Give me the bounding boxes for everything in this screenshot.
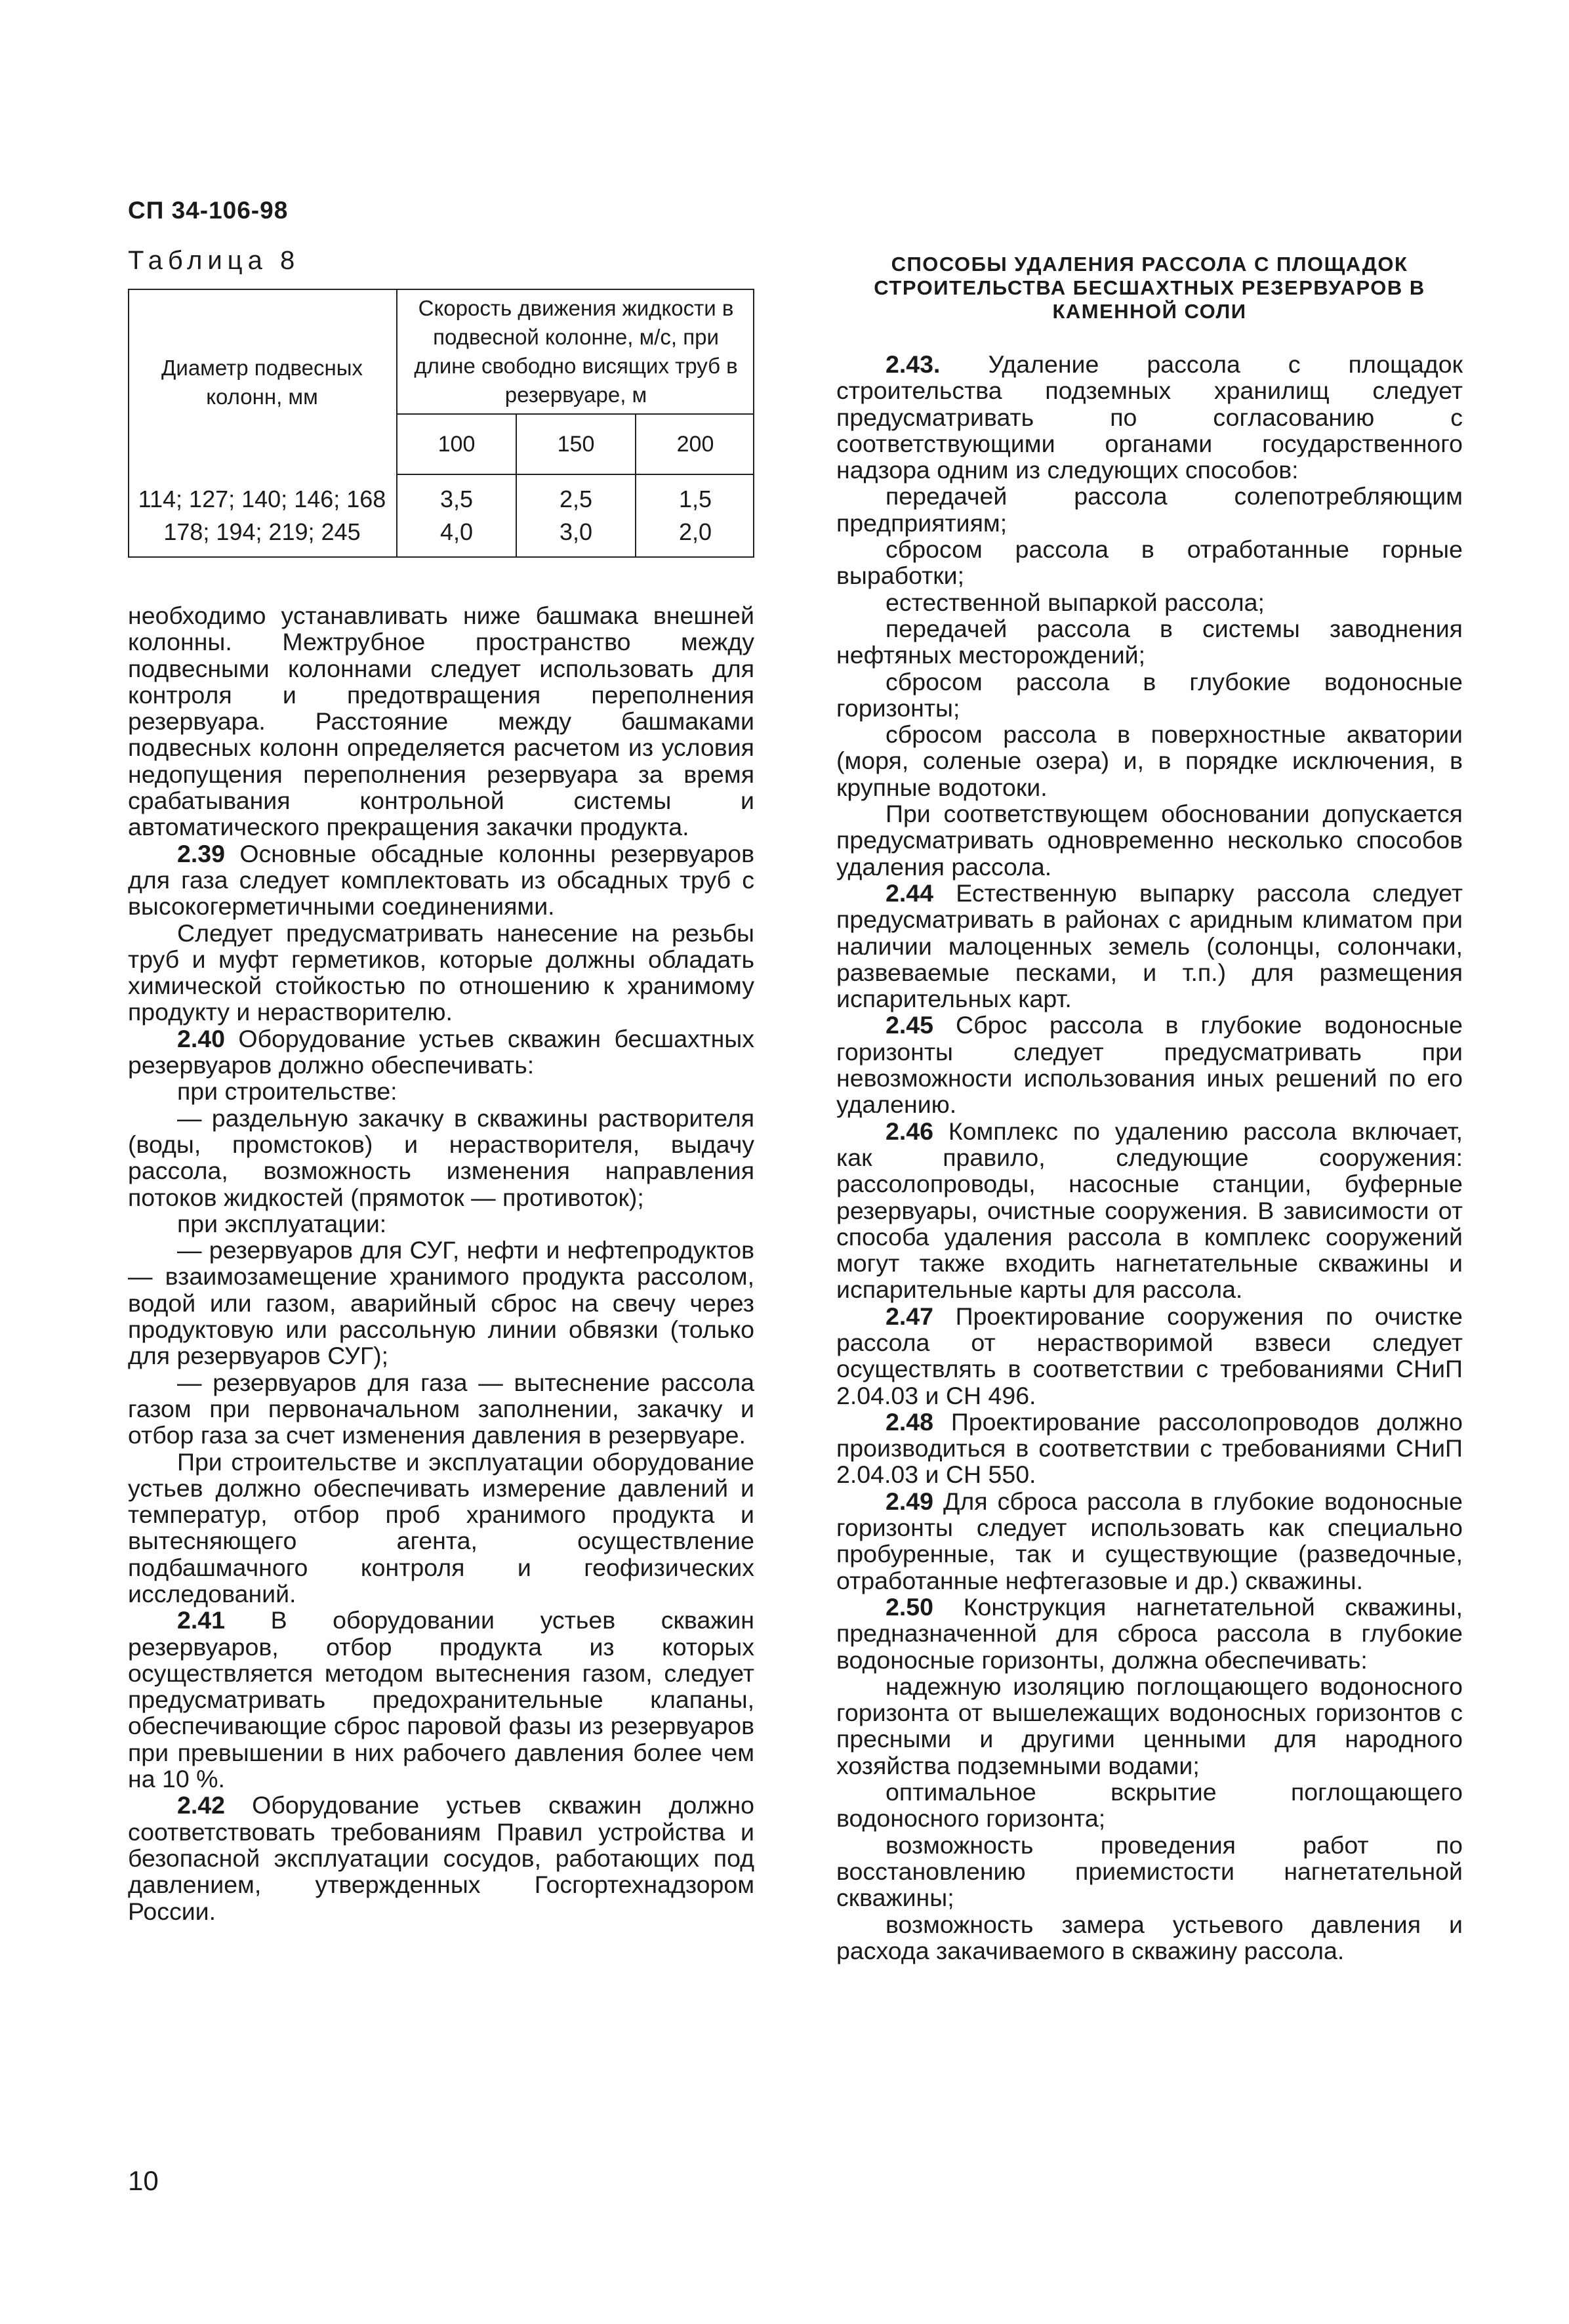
- clause-number: 2.43.: [886, 350, 941, 378]
- clause-text: Естественную выпарку рассола следует предусматривать в районах с аридным климатом при наличии малоценных земель (солонцы, солончаки, развеваемые песками, и т.п.) для размещения испарительных карт.: [836, 879, 1463, 1013]
- table-pipe-speed: [128, 289, 754, 558]
- cell-speed: 2,5: [559, 486, 593, 512]
- header-diameter: Диаметр подвесных колонн, мм: [128, 289, 397, 474]
- cell-speed: 4,0: [439, 518, 474, 545]
- list-item: — раздельную закачку в скважины растворителя (воды, промстоков) и нерастворителя, выдачу рассола, возможность изменения направления потоков жидкостей (прямоток — противоток);: [128, 1104, 754, 1211]
- table-border-left: [128, 289, 129, 556]
- list-item: — резервуаров для СУГ, нефти и нефтепродуктов — взаимозамещение хранимого продукта рассолом, водой или газом, аварийный сброс на свечу через продуктовую или рассольную линии обвязки (только для резервуаров СУГ);: [128, 1236, 754, 1370]
- clause-text: Конструкция нагнетательной скважины, предназначенной для сброса рассола в глубокие водоносные горизонты, должна обеспечивать:: [836, 1592, 1463, 1674]
- paragraph: При строительстве и эксплуатации оборудование устьев должно обеспечивать измерение давлений и температур, отбор проб хранимого продукта и вытесняющего агента, осуществление подбашмачного контроля и геофизических исследований.: [128, 1447, 754, 1608]
- cell-diameter: 178; 194; 219; 245: [163, 518, 361, 545]
- header-speed: Скорость движения жидкости в подвесной колонне, м/с, при длине свободно висящих труб в резервуаре, м: [397, 289, 754, 414]
- clause-number: 2.47: [886, 1302, 933, 1330]
- cell-speed: 3,5: [439, 486, 474, 512]
- list-item: передачей рассола в системы заводнения нефтяных месторождений;: [836, 614, 1463, 669]
- clause-number: 2.40: [177, 1024, 225, 1052]
- clause-2-47: [836, 1303, 1463, 1409]
- clause-text: Удаление рассола с площадок строительства подземных хранилищ следует предусматривать по согласованию с соответствующими органами государственного надзора одним из следующих способов:: [836, 350, 1463, 484]
- list-item: возможность проведения работ по восстановлению приемистости нагнетательной скважины;: [836, 1831, 1463, 1912]
- paragraph-intro: необходимо устанавливать ниже башмака внешней колонны. Межтрубное пространство между подвесными колоннами следует использовать для контроля и предотвращения переполнения резервуара. Расстояние между башмаками подвесных колонн определяется расчетом из условия недопущения переполнения резервуара за время срабатывания контрольной системы и автоматического прекращения закачки продукта.: [128, 602, 754, 841]
- document-code: СП 34-106-98: [128, 197, 289, 224]
- clause-text: Комплекс по удалению рассола включает, как правило, следующие сооружения: рассолопроводы, насосные станции, буферные резервуары, очистные сооружения. В зависимости от способа удаления рассола в комплекс сооружений могут также входить нагнетательные скважины и испарительные карты для рассола.: [836, 1117, 1463, 1304]
- right-column: [836, 351, 1463, 1964]
- table-border-right: [753, 289, 754, 556]
- cell-diameter: 114; 127; 140; 146; 168: [138, 485, 386, 512]
- clause-number: 2.44: [886, 879, 933, 907]
- clause-text: Для сброса рассола в глубокие водоносные горизонты следует использовать как специально пробуренные, так и существующие (разведочные, отработанные нефтегазовые и др.) скважины.: [836, 1487, 1463, 1594]
- list-item: возможность замера устьевого давления и расхода закачиваемого в скважину рассола.: [836, 1910, 1463, 1964]
- header-length-150: 150: [516, 414, 636, 474]
- clause-2-41: [128, 1607, 754, 1792]
- clause-2-45: [836, 1012, 1463, 1117]
- clause-2-39: [128, 840, 754, 920]
- paragraph: При соответствующем обосновании допускается предусматривать одновременно несколько способов удаления рассола.: [836, 800, 1463, 881]
- clause-number: 2.41: [177, 1606, 225, 1634]
- left-column: [128, 602, 754, 1924]
- paragraph: при эксплуатации:: [177, 1209, 387, 1237]
- section-title: СПОСОБЫ УДАЛЕНИЯ РАССОЛА С ПЛОЩАДОК СТРОИТЕЛЬСТВА БЕСШАХТНЫХ РЕЗЕРВУАРОВ В КАМЕННОЙ СОЛИ: [874, 253, 1425, 323]
- list-item: сбросом рассола в поверхностные акватории (моря, соленые озера) и, в порядке исключения, в крупные водотоки.: [836, 720, 1463, 801]
- clause-2-42: [128, 1792, 754, 1924]
- list-item: передачей рассола солепотребляющим предприятиям;: [836, 482, 1463, 537]
- header-length-100: 100: [397, 414, 516, 474]
- clause-2-48: [836, 1409, 1463, 1488]
- clause-number: 2.50: [886, 1592, 933, 1621]
- table-body: [128, 474, 754, 557]
- list-item: надежную изоляцию поглощающего водоносного горизонта от вышележащих водоносных горизонтов с пресными и другими ценными для народного хозяйства подземными водами;: [836, 1672, 1463, 1779]
- clause-number: 2.48: [886, 1407, 933, 1436]
- page-number: 10: [128, 2165, 159, 2196]
- list-item: сбросом рассола в отработанные горные выработки;: [836, 535, 1463, 590]
- clause-text: Оборудование устьев скважин бесшахтных резервуаров должно обеспечивать:: [128, 1024, 754, 1079]
- list-item: оптимальное вскрытие поглощающего водоносного горизонта;: [836, 1778, 1463, 1833]
- paragraph: при строительстве:: [177, 1077, 397, 1106]
- clause-text: Проектирование рассолопроводов должно производиться в соответствии с требованиями СНиП 2.04.03 и СН 550.: [836, 1407, 1463, 1489]
- clause-2-50: [836, 1594, 1463, 1673]
- list-item: — резервуаров для газа — вытеснение рассола газом при первоначальном заполнении, закачку и отбор газа за счет изменения давления в резервуаре.: [128, 1368, 754, 1449]
- list-item: естественной выпаркой рассола;: [886, 588, 1265, 616]
- clause-number: 2.46: [886, 1117, 933, 1145]
- clause-2-40: [128, 1026, 754, 1079]
- cell-speed: 2,0: [678, 518, 712, 545]
- table-caption: Таблица 8: [128, 246, 300, 275]
- clause-text: Проектирование сооружения по очистке рассола от нерастворимой взвеси следует осуществлять в соответствии с требованиями СНиП 2.04.03 и СН 496.: [836, 1302, 1463, 1409]
- clause-text: В оборудовании устьев скважин резервуаров, отбор продукта из которых осуществляется методом вытеснения газом, следует предусматривать предохранительные клапаны, обеспечивающие сброс паровой фазы из резервуаров при превышении в них рабочего давления более чем на 10 %.: [128, 1606, 754, 1793]
- paragraph: Следует предусматривать нанесение на резьбы труб и муфт герметиков, которые должны обладать химической стойкостью по отношению к хранимому продукту и нерастворителю.: [128, 919, 754, 1026]
- clause-text: Сброс рассола в глубокие водоносные горизонты следует предусматривать при невозможности использования иных решений по его удалению.: [836, 1011, 1463, 1119]
- clause-text: Оборудование устьев скважин должно соответствовать требованиям Правил устройства и безопасной эксплуатации сосудов, работающих под давлением, утвержденных Госгортехнадзором России.: [128, 1791, 754, 1925]
- clause-2-44: [836, 880, 1463, 1012]
- cell-speed: 3,0: [559, 518, 593, 545]
- list-item: сбросом рассола в глубокие водоносные горизонты;: [836, 667, 1463, 722]
- clause-number: 2.39: [177, 839, 225, 867]
- clause-2-46: [836, 1118, 1463, 1303]
- clause-2-49: [836, 1488, 1463, 1594]
- clause-text: Основные обсадные колонны резервуаров для газа следует комплектовать из обсадных труб с высокогерметичными соединениями.: [128, 839, 754, 921]
- clause-2-43: [836, 351, 1463, 483]
- header-length-200: 200: [636, 414, 754, 474]
- cell-speed: 1,5: [678, 486, 712, 512]
- clause-number: 2.45: [886, 1011, 933, 1039]
- clause-number: 2.42: [177, 1791, 225, 1819]
- clause-number: 2.49: [886, 1487, 933, 1515]
